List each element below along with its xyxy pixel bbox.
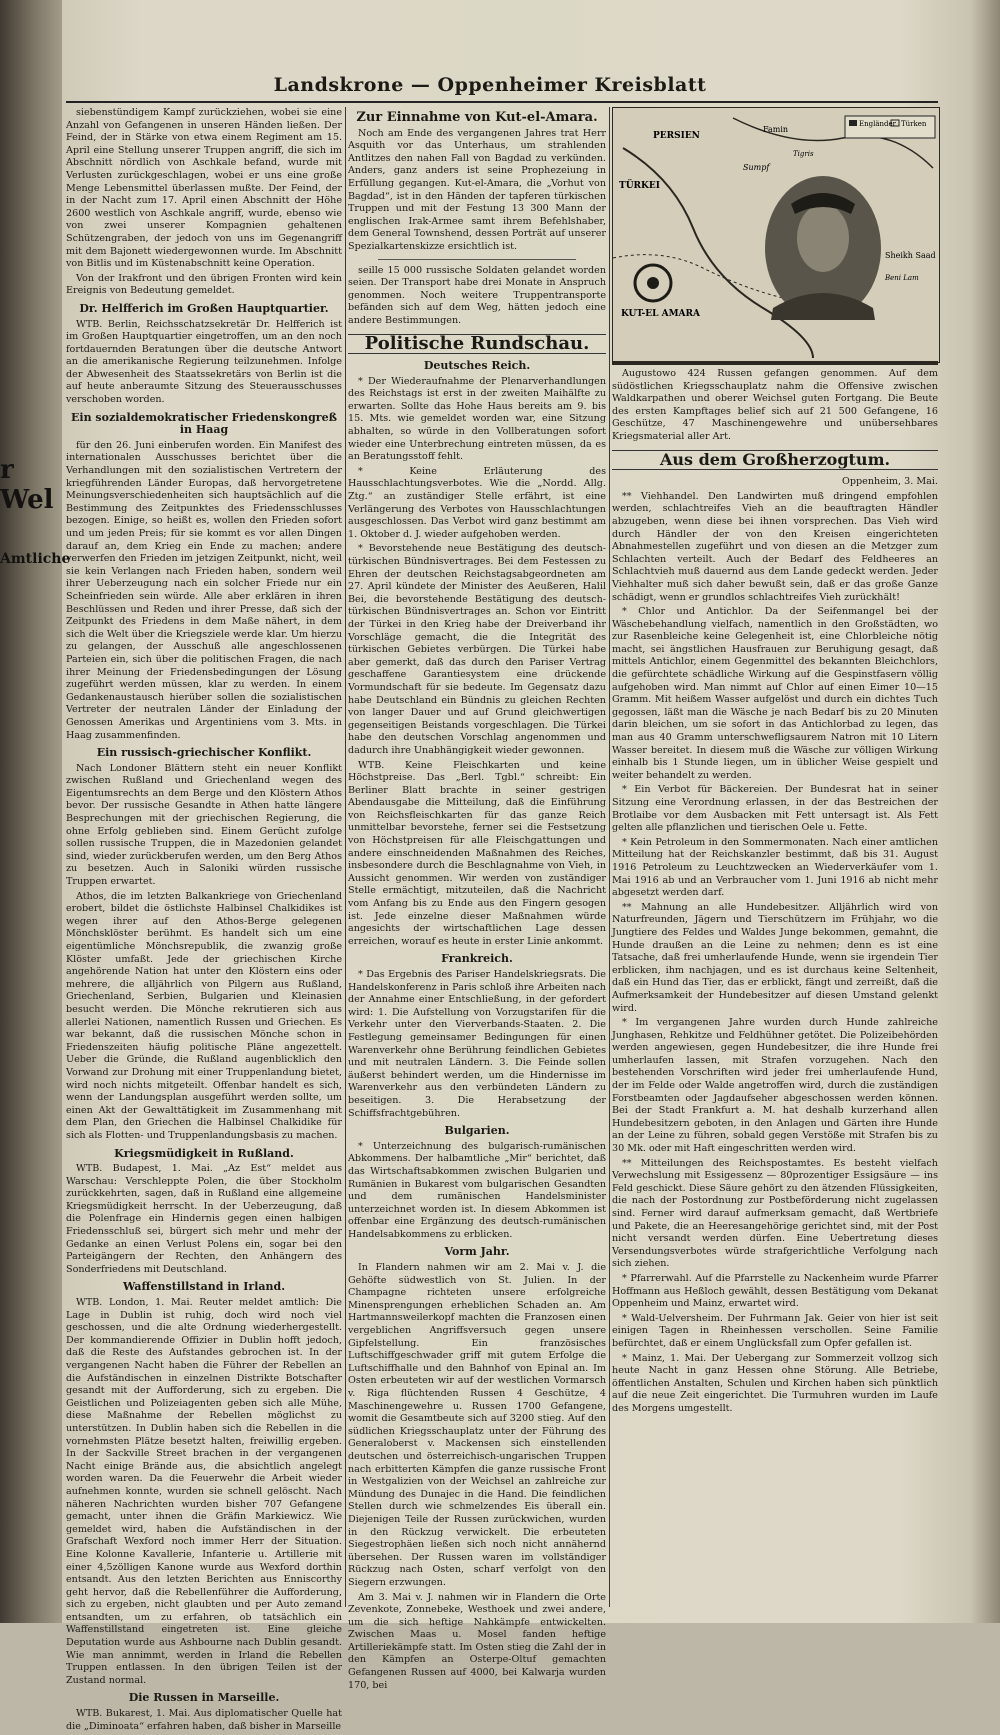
headline-helfferich: Dr. Helfferich im Großen Hauptquartier. (79, 301, 329, 315)
article-text: WTB. London, 1. Mai. Reuter meldet amtlich: Die Lage in Dublin ist ruhig, doch wird noch viel geschossen, und die alte Ordnung wiederhergestellt. Der kommandierende Offizier in Dublin hofft jedoch, daß die Reste des Aufstandes gebrochen ist. In der vergangenen Nacht haben die Führer der Rebellen an die Aufständischen in einzelnen Distrikte Botschafter gesandt mit der Aufforderung, sich zu ergeben. Die Geistlichen und Polizeiagenten geben sich alle Mühe, diese Maßnahme der Rebellen möglichst zu unterstützen. In Dublin haben sich die Rebellen in die vornehmsten Plätze besetzt halten, freiwillig ergeben. In der Sackville Street brachen in der vergangenen Nacht einige Brände aus, die absichtlich angelegt worden waren. Da die Feuerwehr die Arbeit wieder aufnehmen konnte, wurden sie schnell gelöscht. Nach näheren Nachrichten wurden bisher 707 Gefangene gemacht, unter ihnen die Gräfin Markiewicz. Wie gemeldet wird, haben die Aufständischen in der Grafschaft Wexford noch immer Herr der Situation. Eine Kolonne Kavallerie, Infanterie u. Artillerie mit einer 4,5zölligen Kanone wurde aus Wexford dorthin entsandt. Aus den letzten Berichten aus Enniscorthy geht hervor, daß die Rebellenführer die Aufforderung, sich zu ergeben, nicht glaubten und per Auto zemand entsandten, um zu erfahren, ob tatsächlich ein Waffenstillstand eingetreten ist. Eine gleiche Deputation wurde aus Ashbourne nach Dublin gesandt. Wie man annimmt, werden in Irland die Rebellen Truppen entlassen. In den übrigen Teilen ist der Zustand normal. (66, 1297, 342, 1686)
map-illustration (612, 107, 940, 363)
article-text: ** Viehhandel. Den Landwirten muß dringend empfohlen werden, schlachtreifes Vieh an die beauftragten Händler abzugeben, wenn diese bei ihnen vorsprechen. Das Vieh wird durch Händler der von den Kreisen eingerichteten Abnahmestellen zugeführt und von diesen an die Metzger zum Schlachten verteilt. Auch der Bedarf des Feldheeres an Schlachtvieh muß dauernd aus dem Lande gedeckt werden. Jeder Viehhalter muß sich daher bewußt sein, daß er das große Ganze schädigt, wenn er grundlos schlachtreifes Vieh zurückhält! (612, 490, 938, 603)
fragment-subhead: Amtliche (0, 551, 71, 567)
article-text: Nach Londoner Blättern steht ein neuer Konflikt zwischen Rußland und Griechenland wegen des Eigentumsrechts an dem Berge und den Klöstern Athos bevor. Der russische Gesandte in Athen hatte längere Besprechungen mit der griechischen Regierung, die ohne Erfolg geblieben sind. Einem Gerücht zufolge sollen russische Truppen, die in Mazedonien gelandet sind, wieder zurückberufen werden, um den Berg Athos zu besetzen. Auch in Saloniki würden russische Truppen erwartet. (66, 762, 342, 888)
article-text: seille 15 000 russische Soldaten gelandet worden seien. Der Transport habe drei Monate in Anspruch genommen. Noch weitere Truppentransporte befänden sich auf dem Weg, hätten jedoch eine andere Bestimmungen. (348, 264, 606, 326)
article-text: Noch am Ende des vergangenen Jahres trat Herr Asquith vor das Unterhaus, um strahlenden Antlitzes den nahen Fall von Bagdad zu verkünden. Anders, ganz anders ist seine Prophezeiung in Erfüllung gegangen. Kut-el-Amara, die „Vorhut von Bagdad“, ist in den Händen der tapferen türkischen Truppen und mit der Festung 13 300 Mann der englischen Irak-Armee samt ihrem Befehlshaber, dem General Townshend, dessen Porträt auf unserer Spezialkartenskizze ersichtlich ist. (348, 127, 606, 252)
article-text: * Unterzeichnung des bulgarisch-rumänischen Abkommens. Der halbamtliche „Mir“ berichtet, daß das Wirtschaftsabkommen zwischen Bulgarien und Rumänien in Bukarest vom bulgarischen Gesandten und dem rumänischen Handelsminister unterzeichnet worden ist. In diesem Abkommen ist offenbar eine Ergänzung des deutsch-rumänischen Handelsabkommens zu erblicken. (348, 1140, 606, 1240)
legend-swatch-english (849, 120, 857, 126)
section-title-grossherzogtum: Aus dem Großherzogtum. (612, 450, 938, 471)
map-drawing (613, 108, 939, 362)
column-rule-1 (345, 107, 346, 1607)
label-turkey: TÜRKEI (619, 181, 660, 191)
label-tigris: Tigris (793, 150, 814, 158)
article-text: * Ein Verbot für Bäckereien. Der Bundesrat hat in seiner Sitzung eine Verordnung erlassen, in der das Bestreichen der Brotlaibe vor dem Ausbacken mit Fett untersagt ist. Als Fett gelten alle pflanzlichen und tierischen Oele u. Fette. (612, 784, 938, 834)
article-text: Augustowo 424 Russen gefangen genommen. Auf dem südöstlichen Kriegsschauplatz nahm die Offensive zwischen Waldkarpathen und oberer Weichsel guten Fortgang. Die Beute des ersten Kampftages belief sich auf 21 500 Gefangene, 16 Geschütze, 47 Maschinengewehre und unübersehbares Kriegsmaterial aller Art. (612, 368, 938, 442)
subhead-deutsches-reich: Deutsches Reich. (423, 359, 531, 373)
previous-page-edge (0, 0, 71, 1623)
article-text: WTB. Budapest, 1. Mai. „Az Est“ meldet aus Warschau: Verschleppte Polen, die über Stockholm zurückkehrten, sagen, daß in Rußland eine allgemeine Kriegsmüdigkeit herrscht. In der Ueberzeugung, daß die Polenfrage ein Hindernis gegen einen halbigen Friedensschluß sei, bürgert sich mehr und mehr der Gedanke an einen Verlust Polens ein, sogar bei den Parteigängern der Rechten, den Anhängern des Sonderfriedens mit Deutschland. (66, 1163, 342, 1275)
headline-friedenskongress: Ein sozialdemokratischer Friedenskongreß in Haag (71, 410, 337, 437)
label-kut: KUT-EL AMARA (621, 309, 701, 319)
article-text: WTB. Berlin, Reichsschatzsekretär Dr. Helfferich ist im Großen Hauptquartier eingetroffen, um an den noch fortdauernden Beratungen über die deutsche Antwort an die amerikanische Regierung teilzunehmen. Infolge der Abwesenheit des Staatssekretärs von Berlin ist die auf heute anberaumte Sitzung des Steuerausschusses verschoben worden. (66, 318, 342, 406)
masthead: Landskrone — Oppenheimer Kreisblatt (273, 74, 707, 96)
headline-kut-el-amara: Zur Einnahme von Kut-el-Amara. (356, 110, 598, 125)
article-text: * Wald-Uelversheim. Der Fuhrmann Jak. Geier von hier ist seit einigen Tagen in Rheinhessen verschollen. Seine Familie befürchtet, daß er einem Unglücksfall zum Opfer gefallen ist. (612, 1312, 938, 1349)
legend-english: Engländer (859, 120, 896, 128)
label-persia: PERSIEN (653, 131, 700, 141)
kut-dot (647, 277, 659, 289)
article-text: * Mainz, 1. Mai. Der Uebergang zur Sommerzeit vollzog sich heute Nacht in ganz Hessen ohne Störung. Alle Betriebe, öffentlichen Anstalten, Schulen und Kirchen haben sich pünktlich auf die neue Zeit eingerichtet. Die Turmuhren wurden im Laufe des Morgens umgestellt. (612, 1352, 938, 1414)
section-title-rundschau: Politische Rundschau. (348, 334, 606, 355)
article-text: * Chlor und Antichlor. Da der Seifenmangel bei der Wäschebehandlung vielfach, namentlich in den Großstädten, wo zur Rasenbleiche keine Gelegenheit ist, eine Chlorbleiche nötig macht, sei ängstlichen Hausfrauen zur Beruhigung gesagt, daß mittels Antichlor, einem Gegenmittel des bekannten Bleichchlors, die gefürchtete schädliche Wirkung auf die Gespinstfasern völlig aufgehoben wird. Man nimmt auf Chlor auf einen Eimer 10—15 Gramm. Mit heißem Wasser aufgelöst und durch ein dichtes Tuch gegossen, läßt man die Wäsche je nach Bedarf bis zu 20 Minuten darin bleichen, um sie sofort in das Antichlorbad zu legen, das man aus 40 Gramm unterschwefligsaurem Natron mit 10 Litern Wasser bereitet. In diesem muß die Wäsche zur völligen Wirkung einhalb bis 1 Stunde liegen, um in üblicher Weise gespielt und weiter behandelt zu werden. (612, 606, 938, 781)
column-2 (348, 107, 606, 1694)
headline-konflikt: Ein russisch-griechischer Konflikt. (96, 746, 312, 760)
headline-kriegsmuedigkeit: Kriegsmüdigkeit in Rußland. (114, 1146, 294, 1160)
dateline: Oppenheim, 3. Mai. (842, 476, 938, 488)
headline-marseille: Die Russen in Marseille. (128, 1691, 280, 1705)
column-rule-2 (609, 107, 610, 1607)
fragment-headline: r Wel (0, 455, 54, 515)
map-bottom-rule (612, 361, 938, 365)
article-text: für den 26. Juni einberufen worden. Ein Manifest des internationalen Ausschusses berichtet über die Verhandlungen mit den sozialistischen Vertretern der kriegführenden Länder Europas, daß hervorgetretene Meinungsverschiedenheiten sich hauptsächlich auf die Bestimmung des Zeitpunktes des Friedensschlusses bezogen. Einige, so heißt es, wollen den Frieden sofort und um jeden Preis; für sie kommt es vor allen Dingen darauf an, dem Krieg ein Ende zu machen; andere verwerfen den Frieden im jetzigen Zeitpunkt, nicht, weil sie kein Verlangen nach Frieden haben, sondern weil ihrer Ueberzeugung nach ein solcher Friede nur ein Scheinfrieden sein würde. Alle aber erklären in ihren Beschlüssen und Reden und ihrer Presse, daß sich der Zeitpunkt des Friedens in dem Maße nähert, in dem sich die Welt über die Kriegsziele werde klar. Um hierzu zu gelangen, der Ausschuß alle angeschlossenen Parteien ein, sich über die politischen Fragen, die nach ihrer Meinung der Friedensbedingungen der Lösung zugeführt werden müssen, klar zu werden. In einem Gedankenaustausch hierüber sollen die sozialistischen Vertreter der neutralen Länder der Einladung der Genossen Amerikas und Argentiniens vom 3. Mts. in Haag zusammenfinden. (66, 439, 342, 741)
article-text: * Das Ergebnis des Pariser Handelskriegsrats. Die Handelskonferenz in Paris schloß ihre Arbeiten nach der Annahme einer Entschließung, in der gefordert wird: 1. Die Aufstellung von Vorzugstarifen für die Verkehr unter den Vierverbands-Staaten. 2. Die Festlegung gemeinsamer Bedingungen für einen Warenverkehr ohne Berührung feindlichen Gebietes und mit neutralen Ländern. 3. Die Feinde sollen äußerst behindert werden, um die Hindernisse im Warenverkehr aus den verbündeten Ländern zu beseitigen. 3. Die Herabsetzung der Schiffsfrachtgebühren. (348, 969, 606, 1119)
article-text: WTB. Bukarest, 1. Mai. Aus diplomatischer Quelle hat die „Diminoata“ erfahren haben, daß bisher in Marseille (66, 1708, 342, 1732)
previous-page-fragment (0, 455, 71, 567)
label-beni-lam: Beni Lam (885, 274, 919, 282)
label-sumpf: Sumpf (743, 163, 770, 172)
article-text: * Im vergangenen Jahre wurden durch Hunde zahlreiche Junghasen, Rehkitze und Feldhühner getötet. Die Polizeibehörden werden angewiesen, gegen Hundebesitzer, die ihre Hunde frei umherlaufen lassen, mit Strafen vorzugehen. Nach den bestehenden Vorschriften wird jeder frei umherlaufende Hund, der im Felde oder Walde angetroffen wird, durch die zuständigen Forstbeamten oder Jagdaufseher abgeschossen werden können. Bei der Stadt Frankfurt a. M. hat deshalb kurzerhand allen Hundebesitzern geboten, in den Anlagen und Gärten ihre Hunde an der Leine zu führen, sobald gegen Verstöße mit Strafen bis zu 30 Mk. oder mit Haft eingeschritten werden wird. (612, 1017, 938, 1155)
column-3 (612, 368, 938, 1418)
article-text: In Flandern nahmen wir am 2. Mai v. J. die Gehöfte südwestlich von St. Julien. In der Champagne richteten unsere erfolgreiche Minensprengungen erheblichen Schaden an. Am Hartmannsweilerkopf machten die Franzosen einen vergeblichen Angriffsversuch gegen unsere Gipfelstellung. Ein französisches Luftschiffgeschwader griff mit gutem Erfolge die Luftschiffhalle und den Bahnhof von Epinal an. Im Osten erbeuteten wir auf der westlichen Vormarsch v. Riga flüchtenden Russen 4 Geschütze, 4 Maschinengewehre u. Russen 1700 Gefangene, womit die Gesamtbeute sich auf 3200 stieg. Auf den südlichen Kriegsschauplatz unter der Führung des Generaloberst v. Mackensen sich einstellenden deutschen und österreichisch-ungarischen Truppen nach erbitterten Kämpfen die ganze russische Front in Westgalizien von der Weichsel an zahlreiche zur Mündung des Dunajec in die Hand. Die feindlichen Stellen durch wie schmelzendes Eis überall ein. Diejenigen Teile der Russen zurückwichen, wurden in den Rückzug verwickelt. Die erbeuteten Siegestrophäen ließen sich noch nicht annähernd übersehen. Der Russen waren im vollständiger Rückzug nach Osten, scharf verfolgt von den Siegern erzwungen. (348, 1262, 606, 1588)
article-text: siebenstündigem Kampf zurückziehen, wobei sie eine Anzahl von Gefangenen in unseren Händen ließen. Der Feind, der in Stärke von etwa einem Regiment am 15. April eine Stellung unserer Truppen angriff, die sich im Abschnitt nördlich von Aschkale befand, wurde mit Verlusten zurückgeschlagen, wobei er uns eine große Menge Lebensmittel überlassen mußte. Der Feind, der in der Nacht zum 17. April einen Abschnitt der Höhe 2600 westlich von Aschkale angriff, wurde, ebenso wie von zwei unserer Kompagnien gehaltenen Schützengraben, der jedoch von uns im Gegenangriff mit dem Bajonett wiedergewonnen wurde. Im Abschnitt von Bitlis und im Küstenabschnitt keine Operation. (66, 107, 342, 270)
article-text: Von der Irakfront und den übrigen Fronten wird kein Ereignis von Bedeutung gemeldet. (66, 272, 342, 297)
article-text: * Keine Erläuterung des Hausschlachtungsverbotes. Wie die „Nordd. Allg. Ztg.“ an zuständiger Stelle erfährt, ist eine Verlängerung des Verbotes von Hausschlachtungen ausgeschlossen. Das Verbot wird ganz bestimmt am 1. Oktober d. J. wieder aufgehoben werden. (348, 465, 606, 540)
divider (378, 259, 576, 260)
subhead-bulgarien: Bulgarien. (444, 1124, 510, 1138)
article-text: * Bevorstehende neue Bestätigung des deutsch-türkischen Bündnisvertrages. Bei dem Festessen zu Ehren der deutschen Reichstagsabgeordneten am 27. April kündete der Minister des Aeußeren, Halil Bei, die bevorstehende Bestätigung des deutsch-türkischen Bündnisvertrages an. Schon vor Eintritt der Türkei in den Krieg habe der Dreiverband ihr Vorschläge gemacht, die die Integrität des türkischen Gebietes verbürgen. Die Türkei habe aber gemerkt, daß das durch den Pariser Vertrag geschaffene Garantiesystem eine drückende Vormundschaft für sie bedeute. Im Gegensatz dazu habe Deutschland ein Bündnis zu gleichen Rechten von langer Dauer und auf Grund gleichwertigen gegenseitigen Beistands vorgeschlagen. Die Türkei habe den deutschen Vorschlag angenommen und dadurch ihre Unabhängigkeit wieder gewonnen. (348, 543, 606, 756)
article-text: ** Mitteilungen des Reichspostamtes. Es besteht vielfach Verwechslung mit Essigessenz — 80prozentiger Essigsäure — ins Feld geschickt. Diese Säure gehört zu den ätzenden Flüssigkeiten, die nach der Postordnung zur Postbeförderung nicht zugelassen sind. Ferner wird darauf aufmerksam gemacht, daß Wertbriefe und Pakete, die an Heeresangehörige gerichtet sind, mit der Post nicht versandt werden dürfen. Eine Uebertretung dieses Versendungsverbotes würde strafgerichtliche Verfolgung nach sich ziehen. (612, 1157, 938, 1270)
headline-irland: Waffenstillstand in Irland. (122, 1280, 286, 1294)
subhead-vorm-jahr: Vorm Jahr. (444, 1245, 510, 1259)
article-text: * Pfarrerwahl. Auf die Pfarrstelle zu Nackenheim wurde Pfarrer Hoffmann aus Heßloch gewählt, dessen Bestätigung vom Dekanat Oppenheim und Mainz, erwartet wird. (612, 1272, 938, 1310)
subhead-frankreich: Frankreich. (441, 952, 513, 966)
article-text: Am 3. Mai v. J. nahmen wir in Flandern die Orte Zevenkote, Zonnebeke, Westhoek und zwei andere, um die sich heftige Nahkämpfe entwickelten. Zwischen Maas u. Mosel fanden heftige Artilleriekämpfe statt. Im Osten stieg die Zahl der in den Kämpfen an Osterpe-Oltuf gemachten Gefangenen Russen auf 4000, bei Kalwarja wurden 170, bei (348, 1591, 606, 1691)
article-text: Athos, die im letzten Balkankriege von Griechenland erobert, bildet die östlichste Halbinsel Chalkidikes ist wegen ihrer auf den Athos-Berge gelegenen Mönchsklöster berühmt. Es handelt sich um eine eigentümliche Mönchsrepublik, die zwanzig große Klöster umfaßt. Jede der griechischen Kirche angehörende Nation hat unter den Klöstern eins oder mehrere, die alljährlich von Pilgern aus Rußland, Griechenland, Serbien, Bulgarien und Kleinasien besucht werden. Die Mönche rekrutieren sich aus allerlei Nationen, namentlich Russen und Griechen. Es war bekannt, daß die russischen Mönche schon in Friedenszeiten häufig politische Pläne angezettelt. Ueber die Gründe, die Rußland augenblicklich den Vorwand zur Drohung mit einer Truppenlandung bietet, wird noch nichts mitgeteilt. Offenbar handelt es sich, wenn der Landungsplan ausgeführt werden sollte, um einen Akt der Gewalttätigkeit im Zusammenhang mit dem Plan, den Griechen die Halbinsel Chalkidike für sich als Flotten- und Truppenlandungsbasis zu machen. (66, 890, 342, 1141)
masthead-rule (66, 101, 938, 103)
article-text: WTB. Keine Fleischkarten und keine Höchstpreise. Das „Berl. Tgbl.“ schreibt: Ein Berliner Blatt brachte in seiner gestrigen Abendausgabe die Mitteilung, daß die Einführung von Reichsfleischkarten für das ganze Reich unmittelbar bevorstehe, ferner sei die Festsetzung von Höchstpreisen für alle Fleischgattungen und andere einschneidenden Maßnahmen des Reiches, insbesondere durch die Beschlagnahme von Vieh, in Aussicht genommen. Wir werden von zuständiger Stelle ermächtigt, mitzuteilen, daß die Nachricht vom Anfang bis zu Ende aus den Fingern gesogen ist. Jede einzelne dieser Maßnahmen würde angesichts der wirtschaftlichen Lage dessen erreichen, worauf es heute in erster Linie ankommt. (348, 759, 606, 947)
article-text: * Kein Petroleum in den Sommermonaten. Nach einer amtlichen Mitteilung hat der Reichskanzler bestimmt, daß bis 31. August 1916 Petroleum zu Leuchtzwecken an Wiederverkäufer vom 1. Mai 1916 ab und an Verbraucher vom 1. Juni 1916 ab nicht mehr abgesetzt werden darf. (612, 836, 938, 899)
column-1 (66, 107, 342, 1735)
label-famin: Famin (763, 125, 789, 134)
article-text: * Der Wiederaufnahme der Plenarverhandlungen des Reichstags ist erst in der zweiten Maihälfte zu erwarten. Sollte das Hohe Haus bereits am 9. bis 15. Mts. wie gemeldet worden war, eine Sitzung abhalten, so würde in den Vollberatungen sofort wieder eine Unterbrechung eintreten müssen, da es an Beratungsstoff fehlt. (348, 375, 606, 463)
portrait-face (797, 204, 849, 272)
legend-turks: Türken (901, 120, 927, 128)
label-sheikh-saad: Sheikh Saad (885, 251, 936, 260)
article-text: ** Mahnung an alle Hundebesitzer. Alljährlich wird von Naturfreunden, Jägern und Tierschützern im Frühjahr, wo die Jungtiere des Feldes und Waldes Junge bekommen, gemahnt, die Hunde draußen an die Leine zu nehmen; denn es ist eine Tatsache, daß frei umherlaufende Hunde, wenn sie irgendein Tier erblicken, ihm nachjagen, und es ist durchaus keine Seltenheit, daß ein Hund das Tier, das er erblickt, fängt und zerreißt, daß die Aufmerksamkeit der Hundebesitzer auf diesen Umstand gelenkt wird. (612, 901, 938, 1014)
